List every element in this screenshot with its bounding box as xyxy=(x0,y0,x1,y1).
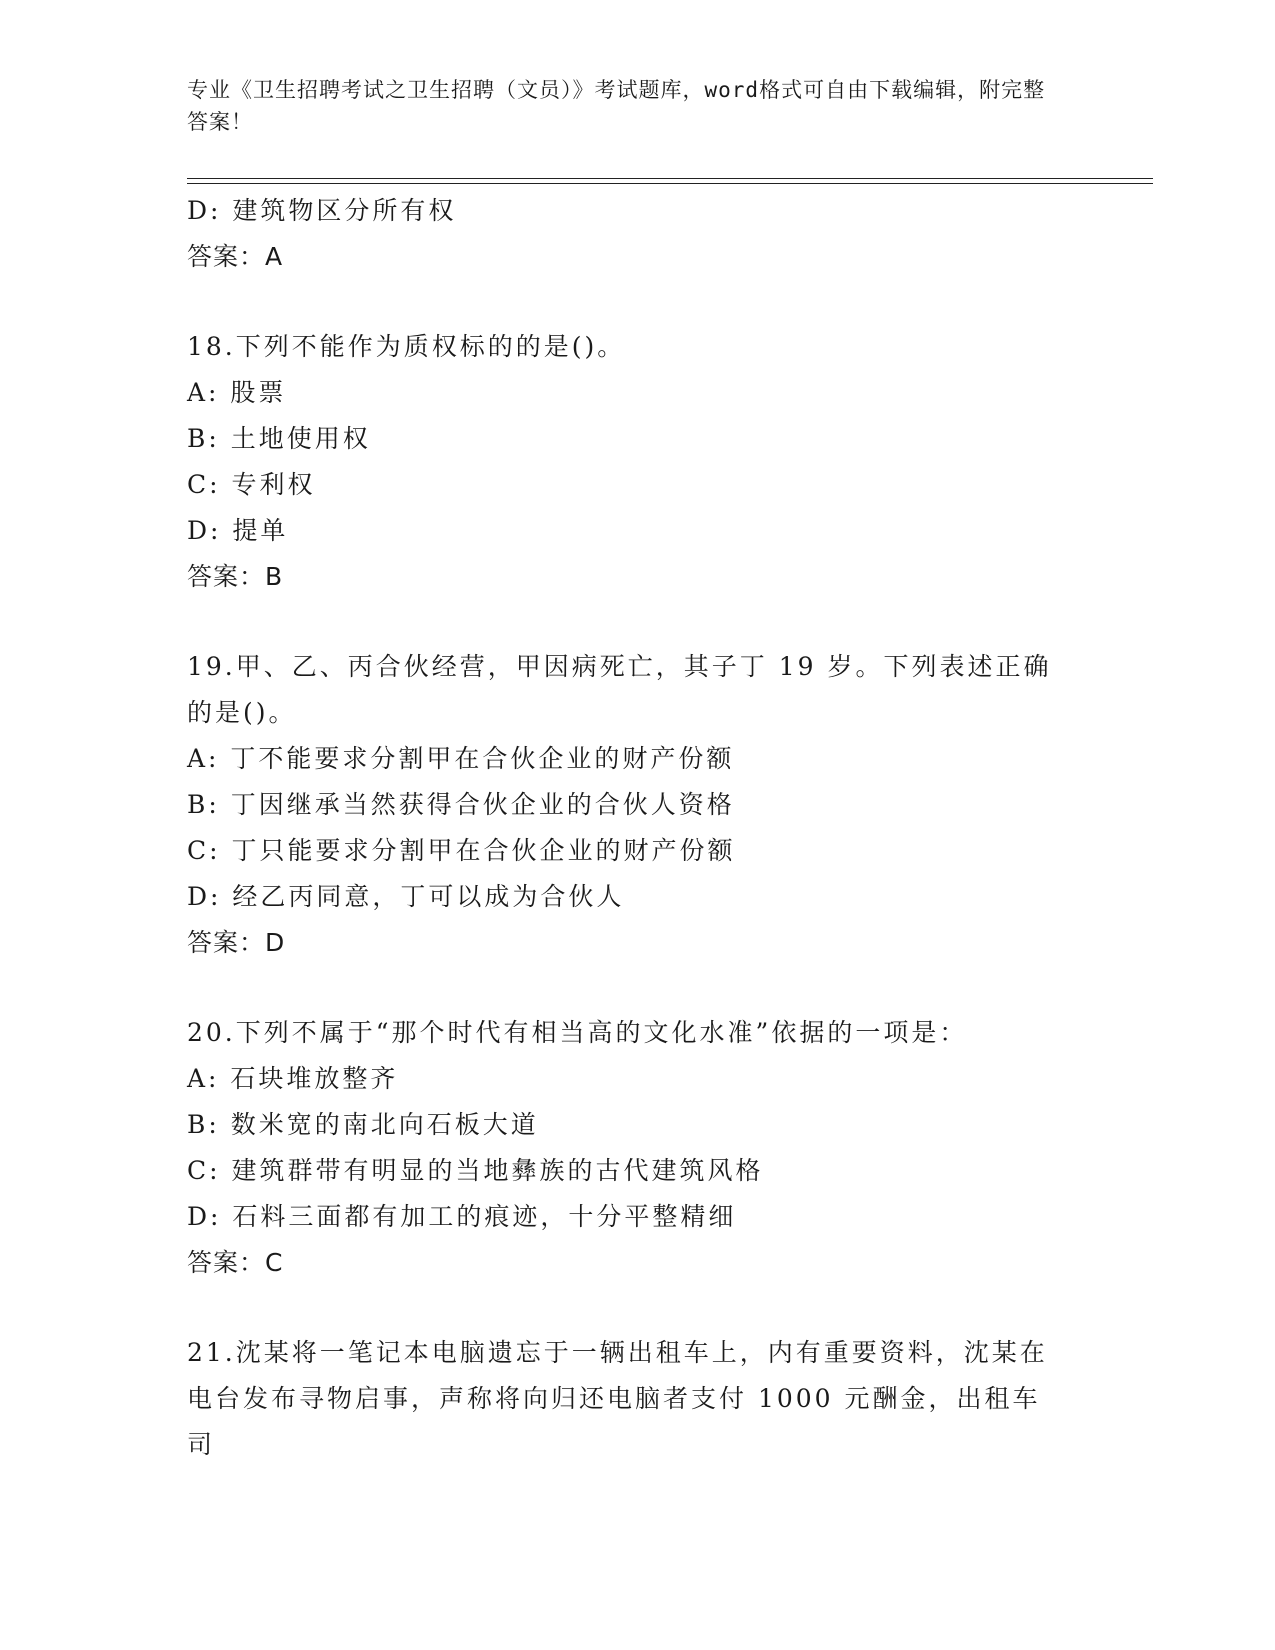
option-c: C: 丁只能要求分割甲在合伙企业的财产份额 xyxy=(187,836,736,865)
option-d: D: 提单 xyxy=(187,516,289,545)
option-b: B: 数米宽的南北向石板大道 xyxy=(187,1110,539,1139)
question-stem: 19.甲、乙、丙合伙经营，甲因病死亡，其子丁 19 岁。下列表述正确的是()。 xyxy=(187,652,1052,727)
answer: 答案：D xyxy=(187,928,286,957)
header-divider-top xyxy=(187,178,1153,179)
answer: 答案：B xyxy=(187,562,284,591)
question-20 xyxy=(187,1010,1087,1286)
option-c: C: 专利权 xyxy=(187,470,316,499)
option-d: D: 石料三面都有加工的痕迹，十分平整精细 xyxy=(187,1202,737,1231)
question-stem: 21.沈某将一笔记本电脑遗忘于一辆出租车上，内有重要资料，沈某在电台发布寻物启事，声称将向归还电脑者支付 1000 元酬金，出租车司 xyxy=(187,1338,1048,1459)
option-d: D: 经乙丙同意，丁可以成为合伙人 xyxy=(187,882,625,911)
header-divider-bottom xyxy=(187,183,1153,184)
answer: 答案：C xyxy=(187,1248,284,1277)
document-header: 专业《卫生招聘考试之卫生招聘（文员）》考试题库，word格式可自由下载编辑，附完整答案！ xyxy=(187,78,1046,134)
option-a: A: 丁不能要求分割甲在合伙企业的财产份额 xyxy=(187,744,735,773)
option-a: A: 股票 xyxy=(187,378,287,407)
question-stem: 20.下列不属于“那个时代有相当高的文化水准”依据的一项是： xyxy=(187,1018,968,1047)
question-18 xyxy=(187,324,1087,600)
answer: 答案：A xyxy=(187,242,284,271)
option-c: C: 建筑群带有明显的当地彝族的古代建筑风格 xyxy=(187,1156,764,1185)
question-stem: 18.下列不能作为质权标的的是()。 xyxy=(187,332,626,361)
option-a: A: 石块堆放整齐 xyxy=(187,1064,399,1093)
question-list xyxy=(187,188,1087,1468)
option-b: B: 土地使用权 xyxy=(187,424,371,453)
option-d: D: 建筑物区分所有权 xyxy=(187,196,457,225)
question-19 xyxy=(187,644,1087,966)
question-21 xyxy=(187,1330,1087,1468)
option-b: B: 丁因继承当然获得合伙企业的合伙人资格 xyxy=(187,790,735,819)
